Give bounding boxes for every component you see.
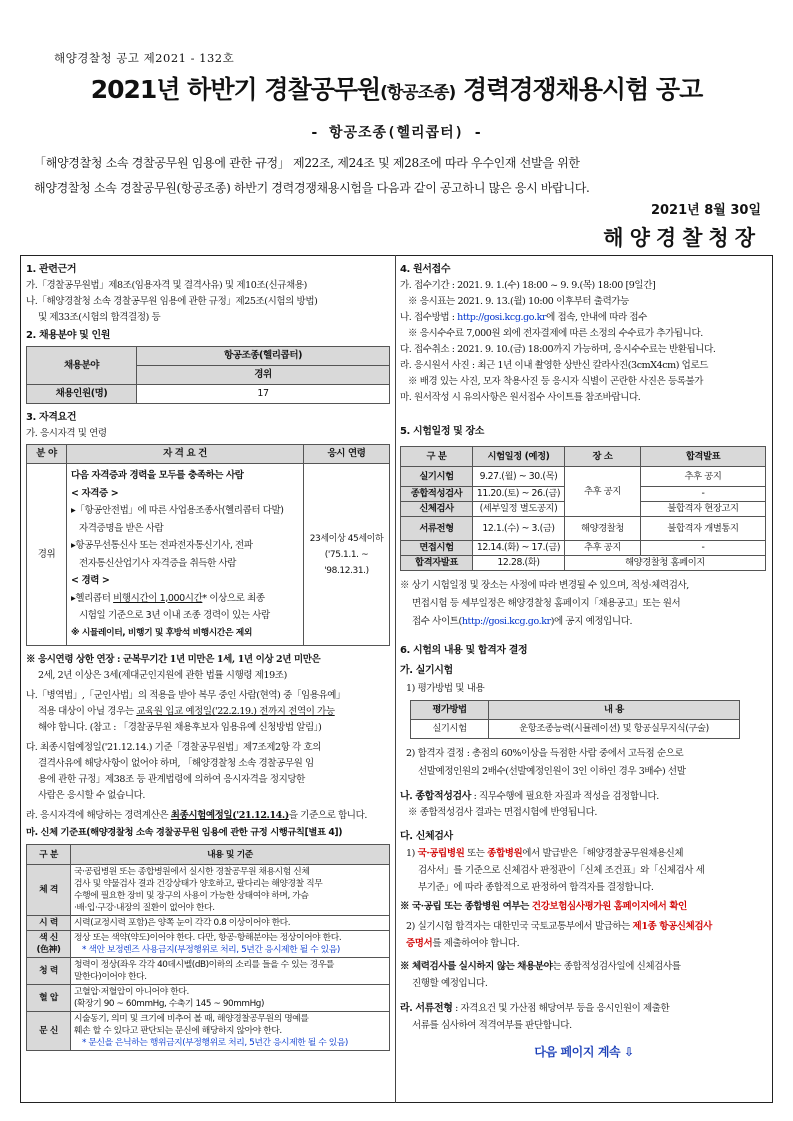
age-extension	[26, 652, 390, 684]
s6-ga: 가. 실기시험	[400, 665, 453, 676]
prac-r2: 운항조종능력(시뮬레이션) 및 항공실무지식(구술)	[489, 720, 740, 739]
cert-2b: 전자통신산업기사 자격증을 취득한 사람	[79, 557, 237, 569]
schedule-table	[400, 446, 766, 571]
s6-na-b: : 직무수행에 필요한 자질과 적성을 검정합니다.	[470, 791, 659, 802]
column-divider	[395, 255, 396, 1103]
body-3-l2: 말한다)이어야 한다.	[74, 972, 147, 982]
sched-r5-result: -	[641, 541, 766, 556]
recruit-h-field: 채용분야	[27, 347, 137, 385]
s4-note-b: ※ 응시수수료 7,000원 외에 전자결제에 따른 소정의 수수료가 추가됩니다.	[408, 328, 703, 339]
s4-note-a: ※ 응시표는 2021. 9. 13.(월) 10:00 이후부터 출력가능	[408, 296, 629, 307]
intro-line-2: 해양경찰청 소속 경찰공무원(항공조종) 하반기 경력경쟁채용시험을 다음과 같이 공고하니 많은 응시 바랍니다.	[34, 181, 590, 195]
req-head: 다음 자격증과 경력을 모두를 충족하는 사람	[71, 470, 244, 481]
da-1: 다. 최종시험예정일('21.12.14.) 기준「경찰공무원법」제7조제2항 각 호의	[26, 742, 322, 753]
notice-number: 해양경찰청 공고 제2021 - 132호	[54, 51, 235, 65]
s3-item-na	[26, 688, 390, 736]
na-2u: 교육원 입교 예정일('22.2.19.) 전까지 전역이 가능	[136, 706, 335, 717]
sched-r2-date: 11.20.(토) ~ 26.(금)	[473, 487, 565, 502]
section-5-title: 5. 시험일정 및 장소	[400, 426, 485, 437]
qual-table	[26, 444, 390, 646]
intro-paragraph	[34, 151, 764, 201]
sched-r4-date: 12.1.(수) ~ 3.(금)	[473, 517, 565, 541]
s6-da-1-post: 에서 발급받은「해양경찰공무원채용신체	[522, 848, 684, 859]
body-2-l2: * 색안 보정렌즈 사용금지(부정행위로 처리, 5년간 응시제한 될 수 있음)	[82, 945, 340, 955]
s6-ra	[400, 1000, 768, 1034]
s4-item-d: 라. 응시원서 사진 : 최근 1년 이내 촬영한 상반신 칼라사진(3cmX4cm) 업로드	[400, 360, 709, 371]
qual-h-field: 분 야	[27, 445, 67, 464]
body-5-l1: 시술동기, 의미 및 크기에 비추어 볼 때, 해양경찰공무원의 명예를	[74, 1014, 309, 1024]
recruit-r-value: 17	[137, 385, 390, 404]
section-2-title: 2. 채용분야 및 인원	[26, 330, 111, 341]
sched-h-date: 시험일정 (예정)	[473, 447, 565, 467]
cert-2a: ▸항공무선통신사 또는 전파전자통신기사, 전파	[71, 540, 253, 551]
sched-r5-date: 12.14.(화) ~ 17.(금)	[473, 541, 565, 556]
s6-na-a: 나. 종합적성검사	[400, 791, 471, 802]
ext-2: 2세, 2년 이상은 3세(제대군인지원에 관한 법률 시행령 제19조)	[38, 670, 287, 681]
recruit-r-label: 채용인원(명)	[27, 385, 137, 404]
s6-da-note2-line	[400, 958, 768, 975]
sched-r3-result: 불합격자 현장고지	[641, 502, 766, 517]
next-page-wrap	[400, 1044, 768, 1062]
sched-r5-place: 추후 공지	[565, 541, 641, 556]
body-cat-5: 문 신	[27, 1012, 71, 1051]
s6-da-1-m: 또는	[464, 848, 488, 859]
ra-u: 최종시험예정일('21.12.14.)	[170, 810, 289, 821]
body-std-2	[71, 931, 390, 958]
ra-b: 을 기준으로 합니다.	[288, 810, 367, 821]
prac-r1: 실기시험	[411, 720, 489, 739]
subtitle: - 항공조종(헬리콥터) -	[310, 125, 483, 141]
section-6-title: 6. 시험의 내용 및 합격자 결정	[400, 645, 528, 656]
s6-da: 다. 신체검사	[400, 831, 453, 842]
body-2-l1: 정상 또는 색약(약도)이어야 한다. 다만, 항공·항해분야는 정상이어야 한다.	[74, 933, 342, 943]
application-link[interactable]: http://gosi.kcg.go.kr	[457, 312, 547, 323]
sched-r4-cat: 서류전형	[401, 517, 473, 541]
sched-place-1: 추후 공지	[565, 467, 641, 517]
na-1: 나.「병역법」,「군인사법」의 적용을 받아 복무 중인 사람(현역) 중「임용유예」	[26, 690, 346, 701]
section-3-title: 3. 자격요건	[26, 412, 77, 423]
body-std-1	[71, 916, 390, 931]
issuing-org: 해양경찰청장	[603, 226, 761, 250]
section-1-title: 1. 관련근거	[26, 264, 77, 275]
body-standard-table	[26, 844, 390, 1051]
body-std-0	[71, 865, 390, 916]
practical-table	[410, 700, 740, 739]
s5-note-1: ※ 상기 시험일정 및 장소는 사정에 따라 변경될 수 있으며, 적성·체력검사,	[400, 580, 689, 591]
body-h-std: 내용 및 기준	[71, 845, 390, 865]
body-4-l2: (확장기 90 ~ 60mmHg, 수축기 145 ~ 90mmHg)	[74, 999, 265, 1009]
career-1u: 비행시간이 1,000시간	[113, 592, 203, 604]
body-std-3	[71, 958, 390, 985]
body-std-4	[71, 985, 390, 1012]
s6-da-2	[400, 918, 768, 952]
recruit-h-pilot: 항공조종(헬리콥터)	[137, 347, 390, 366]
sched-h-place: 장 소	[565, 447, 641, 467]
s1-item-a: 가.「경찰공무원법」제8조(임용자격 및 결격사유) 및 제10조(신규채용)	[26, 280, 307, 291]
s6-da-2a-line	[406, 918, 768, 935]
da-4: 사람은 응시할 수 없습니다.	[38, 790, 146, 801]
career-1c: 시험일 기준으로 3년 이내 조종 경력이 있는 사람	[79, 610, 270, 621]
sched-r1-date: 9.27.(월) ~ 30.(목)	[473, 467, 565, 487]
title-part-c: 경력경쟁채용시험 공고	[455, 75, 703, 104]
s1-item-b2: 및 제33조(시험의 합격결정) 등	[38, 312, 161, 323]
s5-note-3	[400, 613, 768, 631]
body-0-l1: 국·공립병원 또는 종합병원에서 실시한 경찰공무원 채용시험 신체	[74, 867, 310, 877]
notice-date: 2021년 8월 30일	[650, 203, 761, 218]
career-1	[71, 590, 299, 608]
na-3: 해야 합니다. (참고 : 「경찰공무원 채용후보자 임용유예 신청방법 알림」)	[38, 722, 322, 733]
na-2	[26, 704, 390, 720]
body-1-l1: 시력(교정시력 포함)은 양쪽 눈이 각각 0.8 이상이어야 한다.	[74, 918, 291, 928]
body-cat-4: 혈 압	[27, 985, 71, 1012]
sched-r6-date: 12.28.(화)	[473, 556, 565, 571]
s6-da-2b-line	[406, 935, 768, 952]
ext-1: ※ 응시연령 상한 연장 : 군복무기간 1년 미만은 1세, 1년 이상 2년 미만은	[26, 654, 321, 665]
s6-da-note-a: ※ 국·공립 또는 종합병원 여부는	[400, 901, 532, 912]
s5-note-2: 면접시험 등 세부일정은 해양경찰청 홈페이지「채용공고」또는 원서	[412, 598, 681, 609]
section-4-title: 4. 원서접수	[400, 264, 451, 275]
s6-da-1-pre: 1)	[406, 848, 418, 859]
s6-da-note2	[400, 958, 768, 992]
s6-da-1c: 부기준」에 따라 종합적으로 판정하여 합격자를 결정합니다.	[418, 882, 654, 893]
intro-line-1: 「해양경찰청 소속 경찰공무원 임용에 관한 규정」 제22조, 제24조 및 제28조에 따라 우수인재 선발을 위한	[34, 156, 580, 170]
body-std-5	[71, 1012, 390, 1051]
s6-da-2a: 2) 실기시험 합격자는 대한민국 국토교통부에서 발급하는	[406, 921, 633, 932]
cert-1b: 자격증명을 받은 사람	[79, 522, 164, 534]
career-note: ※ 시뮬레이터, 비행기 및 후방석 비행시간은 제외	[71, 627, 252, 638]
left-column	[26, 262, 390, 1051]
sched-r1-result: 추후 공지	[641, 467, 766, 487]
qual-req	[67, 464, 304, 646]
s6-da-2b-r: 증명서	[406, 938, 433, 949]
s4-b-b: 에 접속, 안내에 따라 접수	[546, 312, 647, 323]
body-cat-3: 청 력	[27, 958, 71, 985]
s6-da-note	[400, 899, 768, 915]
s4-item-e: 마. 원서작성 시 유의사항은 원서접수 사이트를 참조바랍니다.	[400, 392, 641, 403]
cert-1a: ▸「항공안전법」에 따른 사업용조종사(헬리콥터 다발)	[71, 505, 284, 516]
qual-field: 경위	[27, 464, 67, 646]
sched-r3-cat: 신체검사	[401, 502, 473, 517]
s6-da-1	[400, 845, 768, 896]
career-head: < 경력 >	[71, 575, 110, 586]
schedule-note	[400, 577, 768, 631]
s4-b-a: 나. 접수방법 :	[400, 312, 458, 323]
s6-da-2r: 제1종 항공신체검사	[632, 921, 712, 932]
s6-da-note2a: ※ 체력검사를 실시하지 않는 채용분야	[400, 961, 553, 972]
body-2-cat2: (色神)	[36, 945, 61, 955]
title-part-b: (항공조종)	[380, 83, 456, 103]
sched-r1-cat: 실기시험	[401, 467, 473, 487]
ra-a: 라. 응시자격에 해당하는 경력계산은	[26, 810, 171, 821]
s6-da-1-r1: 국·공립병원	[417, 848, 465, 859]
s5-note-3a: 접수 사이트(	[412, 616, 462, 627]
body-cat-2	[27, 931, 71, 958]
s6-da-1b: 검사서」를 기준으로 신체검사 판정관이「신체 조건표」와「신체검사 세	[418, 865, 705, 876]
sched-r2-cat: 종합적성검사	[401, 487, 473, 502]
s3-item-ra	[26, 808, 390, 824]
s4-note-d: ※ 배경 있는 사진, 모자 착용사진 등 응시자 식별이 곤란한 사진은 등록불가	[408, 376, 704, 387]
recruit-h-rank: 경위	[137, 366, 390, 385]
sched-r4-result: 불합격자 개별통지	[641, 517, 766, 541]
career-1b: * 이상으로 최종	[202, 592, 265, 604]
s6-da-1-r2: 종합병원	[487, 848, 523, 859]
age-1: 23세이상 45세이하	[309, 533, 384, 544]
qual-h-req: 자 격 요 건	[67, 445, 304, 464]
body-h-cat: 구 분	[27, 845, 71, 865]
s4-item-a: 가. 접수기간 : 2021. 9. 1.(수) 18:00 ~ 9. 9.(목) 18:00 [9일간]	[400, 280, 656, 291]
prac-h1: 평가방법	[411, 701, 489, 720]
s5-note-3b: )에 공지 예정입니다.	[550, 616, 633, 627]
sched-r6-place: 해양경찰청 홈페이지	[565, 556, 766, 571]
schedule-link[interactable]: http://gosi.kcg.go.kr	[461, 616, 551, 627]
s6-da-2b: 를 제출하여야 합니다.	[432, 938, 520, 949]
s6-na	[400, 789, 768, 805]
da-3: 용에 관한 규정」제38조 등 관계법령에 의하여 응시자격을 정지당한	[38, 774, 305, 785]
s6-ra-c: 서류를 심사하여 적격여부를 판단합니다.	[412, 1020, 572, 1031]
s4-item-b	[400, 310, 768, 326]
body-0-l2: 검사 및 약물검사 결과 건강상태가 양호하고, 팔다리는 해양경찰 직무	[74, 879, 323, 889]
s3-item-a: 가. 응시자격 및 연령	[26, 428, 107, 439]
s6-da-note2b: 는 종합적성검사일에 신체검사를	[552, 961, 681, 972]
body-5-l3: * 문신을 은닉하는 행위금지(부정행위로 처리, 5년간 응시제한 될 수 있음)	[82, 1038, 348, 1048]
title-part-a: 2021년 하반기 경찰공무원	[90, 75, 381, 104]
body-0-l3: 수행에 필요한 장비 및 장구의 사용이 가능한 상태여야 하며, 가슴	[74, 891, 309, 901]
body-cat-0: 체 격	[27, 865, 71, 916]
s6-da-note2c: 진행할 예정입니다.	[412, 978, 488, 989]
sched-h-cat: 구 분	[401, 447, 473, 467]
prac-h2: 내 용	[489, 701, 740, 720]
s6-ra-b: : 자격요건 및 가산점 해당여부 등을 응시인원이 제출한	[452, 1003, 670, 1014]
na-2a: 적용 대상이 아닐 경우는	[38, 706, 137, 717]
sched-r4-place: 해양경찰청	[565, 517, 641, 541]
s1-item-b1: 나.「해양경찰청 소속 경찰공무원 임용에 관한 규정」제25조(시험의 방법)	[26, 296, 318, 307]
qual-h-age: 응시 연령	[304, 445, 390, 464]
body-5-l2: 훼손 할 수 있다고 판단되는 문신에 해당하지 않아야 한다.	[74, 1026, 282, 1036]
sched-r5-cat: 면접시험	[401, 541, 473, 556]
career-1a: ▸헬리콥터	[71, 592, 114, 604]
page-title	[0, 70, 793, 106]
da-2: 결격사유에 해당사항이 없어야 하며, 「해양경찰청 소속 경찰공무원 임	[38, 758, 314, 769]
right-column	[400, 262, 768, 1062]
next-page-indicator: 다음 페이지 계속 ⇩	[534, 1045, 634, 1059]
s3-item-ma: 마. 신체 기준표(해양경찰청 소속 경찰공무원 임용에 관한 규정 시행규칙[별표 4])	[26, 827, 343, 838]
s6-ga-1: 1) 평가방법 및 내용	[406, 683, 485, 694]
s6-ga-2b: 선발예정인원의 2배수(선발예정인원이 3인 이하인 경우 3배수) 선발	[418, 766, 686, 777]
recruit-table	[26, 346, 390, 404]
body-2-cat: 색 신	[39, 933, 58, 943]
s6-ga-2	[400, 745, 768, 781]
s6-ga-2a: 2) 합격자 결정 : 총점의 60%이상을 득점한 사람 중에서 고득점 순으로	[406, 748, 684, 759]
s4-item-c: 다. 접수취소 : 2021. 9. 10.(금) 18:00까지 가능하며, 응시수수료는 반환됩니다.	[400, 344, 716, 355]
body-cat-1: 시 력	[27, 916, 71, 931]
qual-age	[304, 464, 390, 646]
s6-ra-line	[400, 1000, 768, 1017]
body-0-l4: ·배·입·구강·내장의 질환이 없어야 한다.	[74, 903, 215, 913]
s6-da-note-r: 건강보험심사평가원 홈페이지에서 확인	[531, 901, 687, 912]
age-2: ('75.1.1. ~ '98.12.31.)	[324, 549, 369, 576]
s6-na-note: ※ 종합적성검사 결과는 면접시험에 반영됩니다.	[408, 807, 597, 818]
sched-r6-cat: 합격자발표	[401, 556, 473, 571]
cert-head: < 자격증 >	[71, 487, 119, 499]
s6-da-1a	[406, 845, 768, 862]
s3-item-da	[26, 740, 390, 804]
s6-ra-a: 라. 서류전형	[400, 1003, 453, 1014]
body-3-l1: 청력이 정상(좌우 각각 40데시벨(dB)이하의 소리를 들을 수 있는 경우를	[74, 960, 335, 970]
sched-r3-date: (세부일정 별도공지)	[473, 502, 565, 517]
body-4-l1: 고혈압·저혈압이 아니어야 한다.	[74, 987, 189, 997]
sched-r2-result: -	[641, 487, 766, 502]
sched-h-result: 합격발표	[641, 447, 766, 467]
